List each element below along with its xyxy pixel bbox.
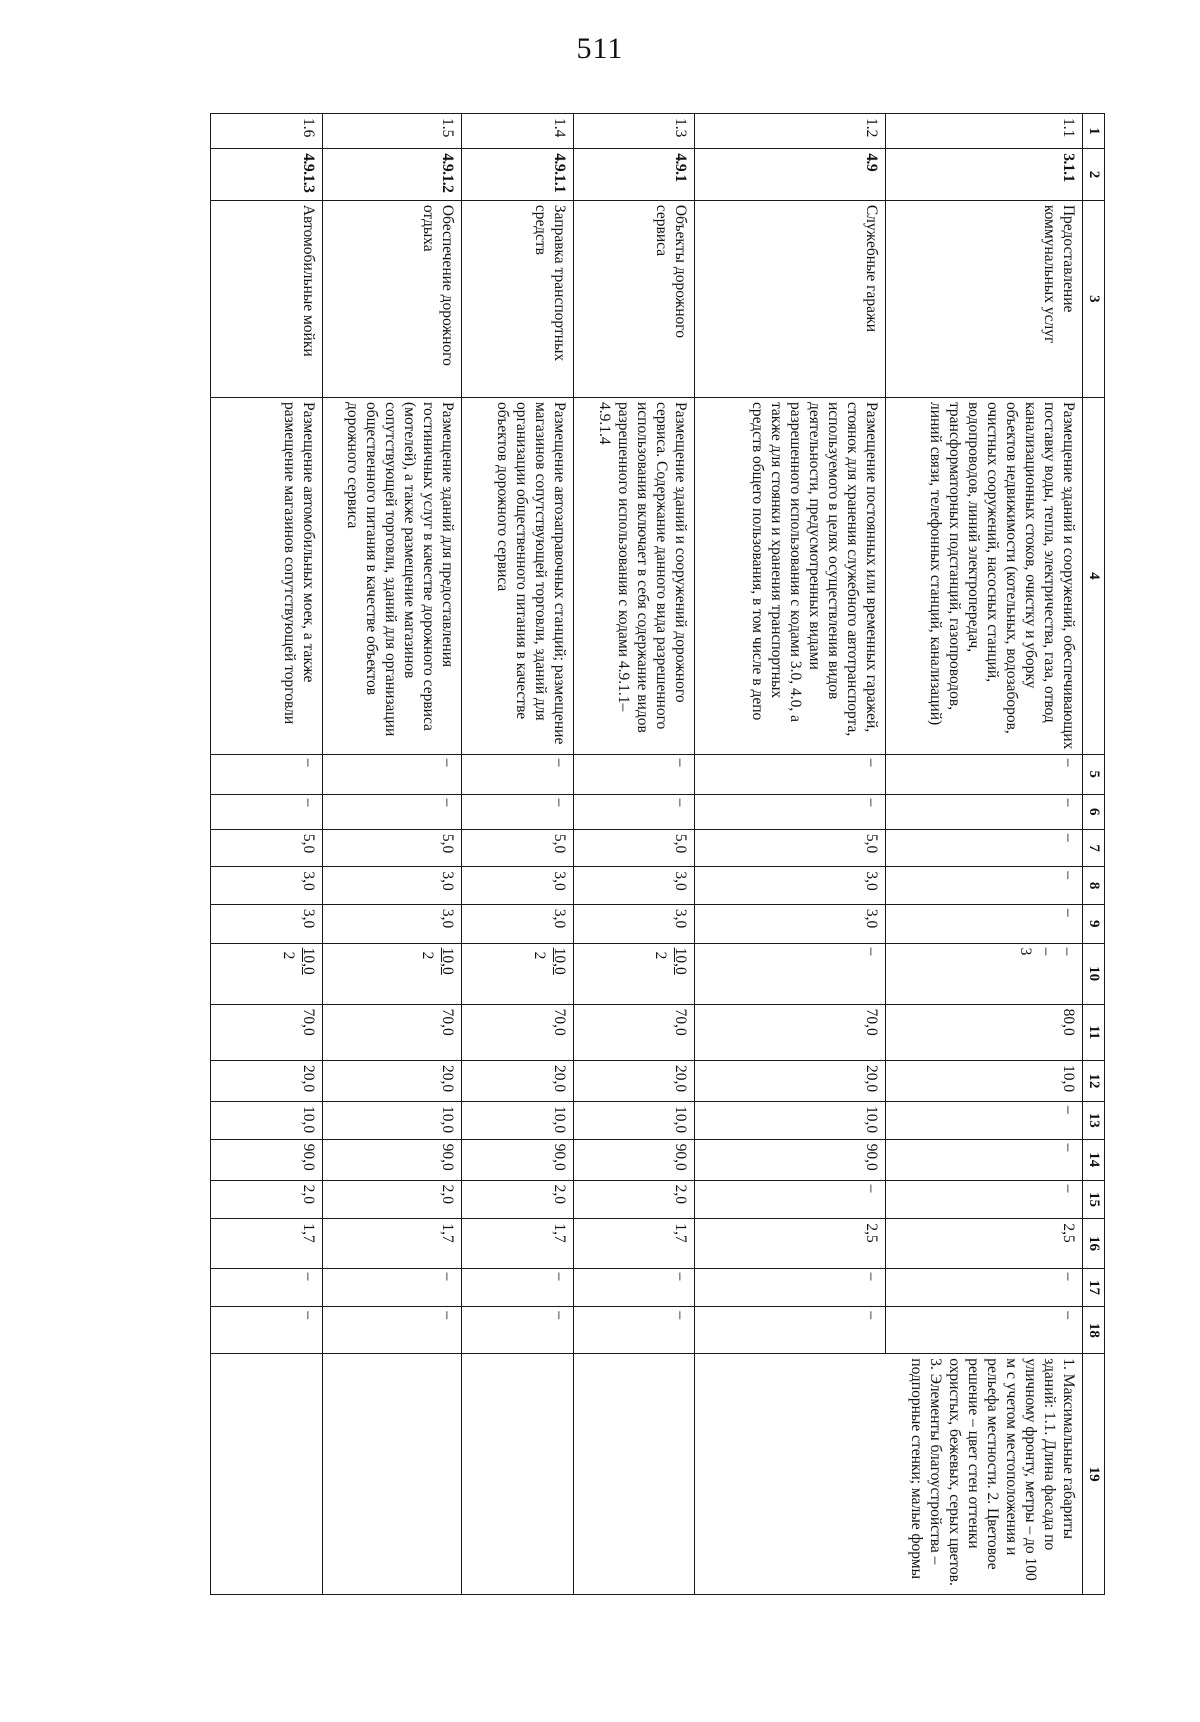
cell-col18: – (323, 1307, 462, 1354)
cell-col14: 90,0 (323, 1139, 462, 1180)
use-name: Автомобильные мойки (211, 200, 323, 397)
header-cell: 18 (1083, 1307, 1105, 1354)
header-cell: 12 (1083, 1060, 1105, 1101)
cell-col10 (886, 943, 1083, 1004)
cell-col17: – (886, 1268, 1083, 1307)
cell-col15: 2,0 (323, 1180, 462, 1219)
cell-col13: 10,0 (211, 1102, 323, 1140)
table-row (211, 114, 323, 1595)
cell-col16: 1,7 (462, 1219, 574, 1268)
fraction (529, 948, 569, 975)
cell-col5: – (462, 754, 574, 794)
cell-col19 (323, 1354, 462, 1595)
header-cell: 19 (1083, 1354, 1105, 1595)
cell-col18: – (886, 1307, 1083, 1354)
cell-col18: – (695, 1307, 886, 1354)
cell-col17: – (462, 1268, 574, 1307)
table-row (462, 114, 574, 1595)
additional-requirements: 1. Максимальные габариты зданий: 1.1. Длина фасада по уличному фронту, метры – до 100 м с учетом местоположения и рельефа местности. 2. Цветовое решение – цвет стен оттенки охристых, бежевых, серых цветов. 3. Элементы благоустройства – подпорные стенки; малые формы (695, 1354, 1083, 1595)
header-cell: 9 (1083, 904, 1105, 943)
page-number: 511 (576, 32, 624, 65)
use-code: 3.1.1 (886, 149, 1083, 201)
cell-col8: 3,0 (695, 867, 886, 905)
header-cell: 16 (1083, 1219, 1105, 1268)
fraction-denominator: 2 (419, 951, 436, 960)
cell-col10 (462, 943, 574, 1004)
cell-col18: – (462, 1307, 574, 1354)
cell-col5: – (323, 754, 462, 794)
cell-col18: – (211, 1307, 323, 1354)
cell-col5: – (886, 754, 1083, 794)
cell-col12: 10,0 (886, 1060, 1083, 1101)
use-description: Размещение зданий и сооружений дорожного сервиса. Содержание данного вида разрешенного использования включает в себя содержание видов разрешенного использования с кодами 4.9.1.1–4.9.1.4 (574, 397, 695, 754)
cell-col13: 10,0 (323, 1102, 462, 1140)
cell-col13: 10,0 (574, 1102, 695, 1140)
zoning-regulations-table (210, 113, 1105, 1595)
row-number: 1.3 (574, 114, 695, 149)
header-cell: 8 (1083, 867, 1105, 905)
cell-col8: 3,0 (211, 867, 323, 905)
cell-col11: 80,0 (886, 1004, 1083, 1060)
header-cell: 1 (1083, 114, 1105, 149)
cell-col16: 2,5 (886, 1219, 1083, 1268)
cell-col8: 3,0 (323, 867, 462, 905)
use-description: Размещение постоянных или временных гаражей, стоянок для хранения служебного автотранспорта, используемого в целях осуществления видов деятельности, предусмотренных видами разрешенного использования с кодами 3.0, 4.0, а также для стоянки и хранения транспортных средств общего пользования, в том числе в депо (695, 397, 886, 754)
cell-col9: 3,0 (323, 904, 462, 943)
cell-col5: – (211, 754, 323, 794)
cell-col16: 1,7 (574, 1219, 695, 1268)
row-number: 1.2 (695, 114, 886, 149)
cell-col6: – (574, 794, 695, 829)
cell-col6: – (323, 794, 462, 829)
cell-col12: 20,0 (695, 1060, 886, 1101)
cell-col14: 90,0 (574, 1139, 695, 1180)
cell-col7: – (886, 829, 1083, 867)
cell-col15: 2,0 (462, 1180, 574, 1219)
cell-col8: 3,0 (462, 867, 574, 905)
cell-col18: – (574, 1307, 695, 1354)
row-number: 1.5 (323, 114, 462, 149)
fraction-numerator: 10,0 (439, 947, 456, 975)
use-description: Размещение зданий для предоставления гостиничных услуг в качестве дорожного сервиса (мотелей), а также размещение магазинов сопутствующей торговли, зданий для организации общественного питания в качестве объектов дорожного сервиса (323, 397, 462, 754)
cell-col9: 3,0 (462, 904, 574, 943)
cell-col7: 5,0 (574, 829, 695, 867)
cell-col5: – (574, 754, 695, 794)
cell-col8: 3,0 (574, 867, 695, 905)
row-number: 1.4 (462, 114, 574, 149)
cell-col17: – (323, 1268, 462, 1307)
cell-col19 (211, 1354, 323, 1595)
cell-col7: 5,0 (695, 829, 886, 867)
header-cell: 11 (1083, 1004, 1105, 1060)
cell-col6: – (695, 794, 886, 829)
cell-col9: 3,0 (211, 904, 323, 943)
use-code: 4.9.1.1 (462, 149, 574, 201)
header-cell: 2 (1083, 149, 1105, 201)
cell-col9: 3,0 (574, 904, 695, 943)
cell-col8: – (886, 867, 1083, 905)
cell-col10-line: – (1038, 947, 1055, 956)
cell-col7: 5,0 (323, 829, 462, 867)
cell-col11: 70,0 (574, 1004, 695, 1060)
fraction (417, 948, 457, 975)
table-row (886, 114, 1083, 1595)
rotated-table-wrapper (212, 113, 1105, 1595)
cell-col6: – (462, 794, 574, 829)
header-cell: 5 (1083, 754, 1105, 794)
use-code: 4.9 (695, 149, 886, 201)
cell-col12: 20,0 (211, 1060, 323, 1101)
header-cell: 6 (1083, 794, 1105, 829)
use-code: 4.9.1.3 (211, 149, 323, 201)
cell-col14: – (886, 1139, 1083, 1180)
cell-col15: – (695, 1180, 886, 1219)
use-code: 4.9.1.2 (323, 149, 462, 201)
cell-col17: – (574, 1268, 695, 1307)
use-name: Объекты дорожного сервиса (574, 200, 695, 397)
use-name: Служебные гаражи (695, 200, 886, 397)
cell-col12: 20,0 (574, 1060, 695, 1101)
cell-col16: 1,7 (323, 1219, 462, 1268)
cell-col9: 3,0 (695, 904, 886, 943)
fraction (650, 948, 690, 975)
header-cell: 10 (1083, 943, 1105, 1004)
header-cell: 15 (1083, 1180, 1105, 1219)
header-cell: 4 (1083, 397, 1105, 754)
fraction-denominator: 2 (531, 951, 548, 960)
fraction (278, 948, 318, 975)
cell-col11: 70,0 (211, 1004, 323, 1060)
cell-col13: 10,0 (462, 1102, 574, 1140)
cell-col7: 5,0 (211, 829, 323, 867)
table-row (574, 114, 695, 1595)
table-row (323, 114, 462, 1595)
cell-col10 (323, 943, 462, 1004)
cell-col13: – (886, 1102, 1083, 1140)
row-number: 1.6 (211, 114, 323, 149)
cell-col7: 5,0 (462, 829, 574, 867)
fraction-numerator: 10,0 (551, 947, 568, 975)
use-description: Размещение автомобильных моек, а также размещение магазинов сопутствующей торговли (211, 397, 323, 754)
cell-col10-line: 3 (1017, 947, 1034, 956)
cell-col10 (574, 943, 695, 1004)
use-description: Размещение автозаправочных станций; размещение магазинов сопутствующей торговли, зданий для организации общественного питания в качестве объектов дорожного сервиса (462, 397, 574, 754)
header-cell: 14 (1083, 1139, 1105, 1180)
use-name: Предоставление коммунальных услуг (886, 200, 1083, 397)
cell-col12: 20,0 (323, 1060, 462, 1101)
cell-col11: 70,0 (462, 1004, 574, 1060)
cell-col13: 10,0 (695, 1102, 886, 1140)
row-number: 1.1 (886, 114, 1083, 149)
fraction-numerator: 10,0 (300, 947, 317, 975)
cell-col10: – (695, 943, 886, 1004)
cell-col16: 1,7 (211, 1219, 323, 1268)
cell-col19 (462, 1354, 574, 1595)
cell-col15: 2,0 (574, 1180, 695, 1219)
cell-col15: 2,0 (211, 1180, 323, 1219)
fraction-denominator: 2 (652, 951, 669, 960)
cell-col11: 70,0 (323, 1004, 462, 1060)
cell-col16: 2,5 (695, 1219, 886, 1268)
cell-col10-line: – (1059, 947, 1076, 956)
cell-col19 (574, 1354, 695, 1595)
cell-col6: – (886, 794, 1083, 829)
use-description: Размещение зданий и сооружений, обеспечивающих поставку воды, тепла, электричества, газа, отвод канализационных стоков, очистку и уборку объектов недвижимости (котельных, водозаборов, очистных сооружений, насосных станций, водопроводов, линий электропередач, трансформаторных подстанций, газопроводов, линий связи, телефонных станций, канализаций) (886, 397, 1083, 754)
use-name: Заправка транспортных средств (462, 200, 574, 397)
cell-col14: 90,0 (211, 1139, 323, 1180)
use-name: Обеспечение дорожного отдыха (323, 200, 462, 397)
header-row (1083, 114, 1105, 1595)
cell-col17: – (695, 1268, 886, 1307)
cell-col12: 20,0 (462, 1060, 574, 1101)
cell-col14: 90,0 (695, 1139, 886, 1180)
use-code: 4.9.1 (574, 149, 695, 201)
cell-col17: – (211, 1268, 323, 1307)
header-cell: 17 (1083, 1268, 1105, 1307)
cell-col11: 70,0 (695, 1004, 886, 1060)
cell-col9: – (886, 904, 1083, 943)
cell-col15: – (886, 1180, 1083, 1219)
fraction-denominator: 2 (280, 951, 297, 960)
header-cell: 13 (1083, 1102, 1105, 1140)
header-cell: 7 (1083, 829, 1105, 867)
header-cell: 3 (1083, 200, 1105, 397)
cell-col5: – (695, 754, 886, 794)
cell-col10 (211, 943, 323, 1004)
fraction-numerator: 10,0 (672, 947, 689, 975)
cell-col14: 90,0 (462, 1139, 574, 1180)
cell-col6: – (211, 794, 323, 829)
